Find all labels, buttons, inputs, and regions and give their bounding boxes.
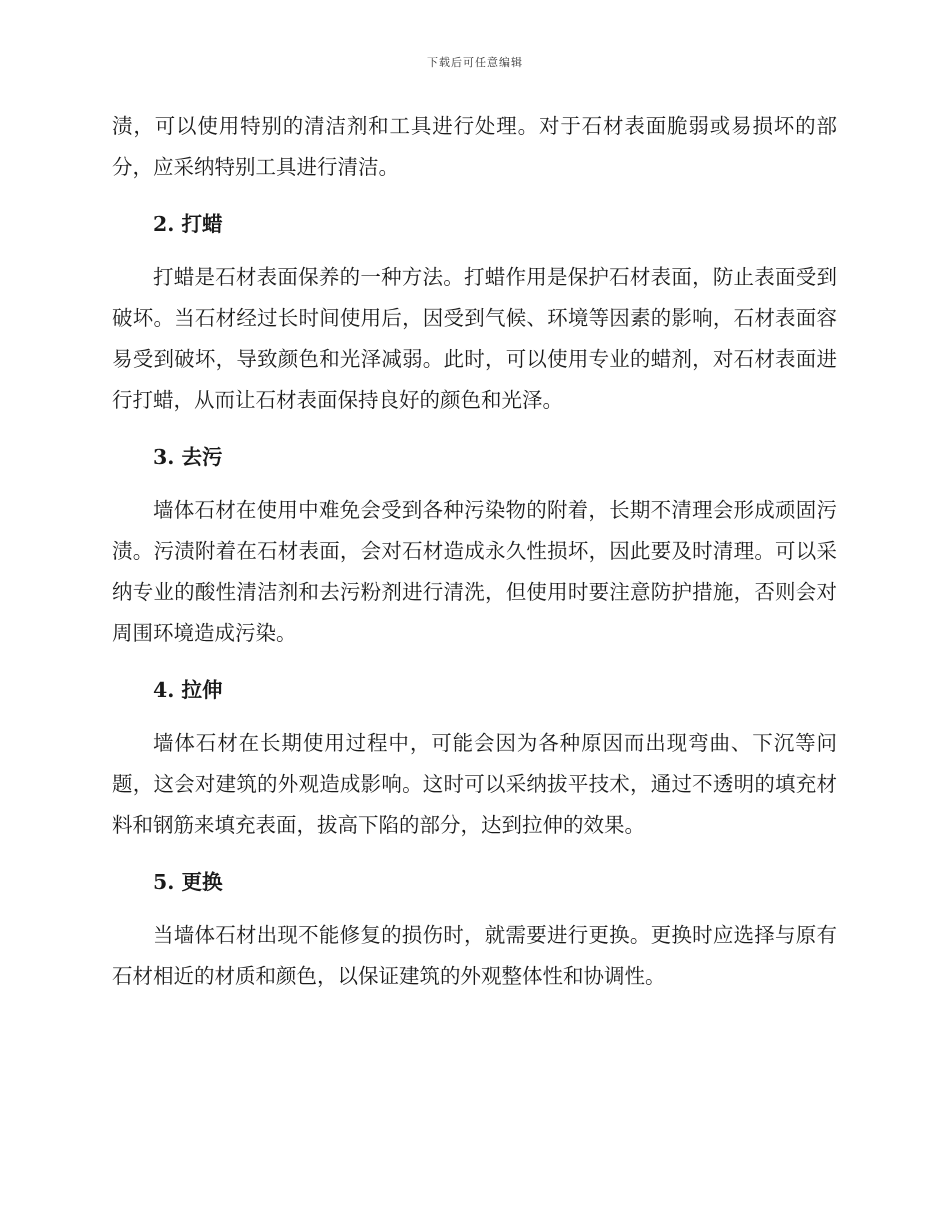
paragraph-continued: 渍，可以使用特别的清洁剂和工具进行处理。对于石材表面脆弱或易损坏的部分，应采纳特别工具进行清洁。 <box>112 114 837 179</box>
section-heading-waxing: 2. 打蜡 <box>153 212 223 236</box>
paragraph-replacement: 当墙体石材出现不能修复的损伤时，就需要进行更换。更换时应选择与原有石材相近的材质和颜色，以保证建筑的外观整体性和协调性。 <box>112 923 837 988</box>
document-body <box>112 106 837 997</box>
page-header: 下载后可任意编辑 <box>427 56 523 69</box>
paragraph-stretching: 墙体石材在长期使用过程中，可能会因为各种原因而出现弯曲、下沉等问题，这会对建筑的外观造成影响。这时可以采纳拔平技术，通过不透明的填充材料和钢筋来填充表面，拔高下陷的部分，达到拉伸的效果。 <box>112 731 837 837</box>
section-heading-replacement: 5. 更换 <box>153 870 223 894</box>
section-heading-stretching: 4. 拉伸 <box>153 678 223 702</box>
paragraph-decontamination: 墙体石材在使用中难免会受到各种污染物的附着，长期不清理会形成顽固污渍。污渍附着在石材表面，会对石材造成永久性损坏，因此要及时清理。可以采纳专业的酸性清洁剂和去污粉剂进行清洗，但使用时要注意防护措施，否则会对周围环境造成污染。 <box>112 498 837 645</box>
section-heading-decontamination: 3. 去污 <box>153 445 223 469</box>
paragraph-waxing: 打蜡是石材表面保养的一种方法。打蜡作用是保护石材表面，防止表面受到破坏。当石材经过长时间使用后，因受到气候、环境等因素的影响，石材表面容易受到破坏，导致颜色和光泽减弱。此时，可以使用专业的蜡剂，对石材表面进行打蜡，从而让石材表面保持良好的颜色和光泽。 <box>112 265 837 412</box>
